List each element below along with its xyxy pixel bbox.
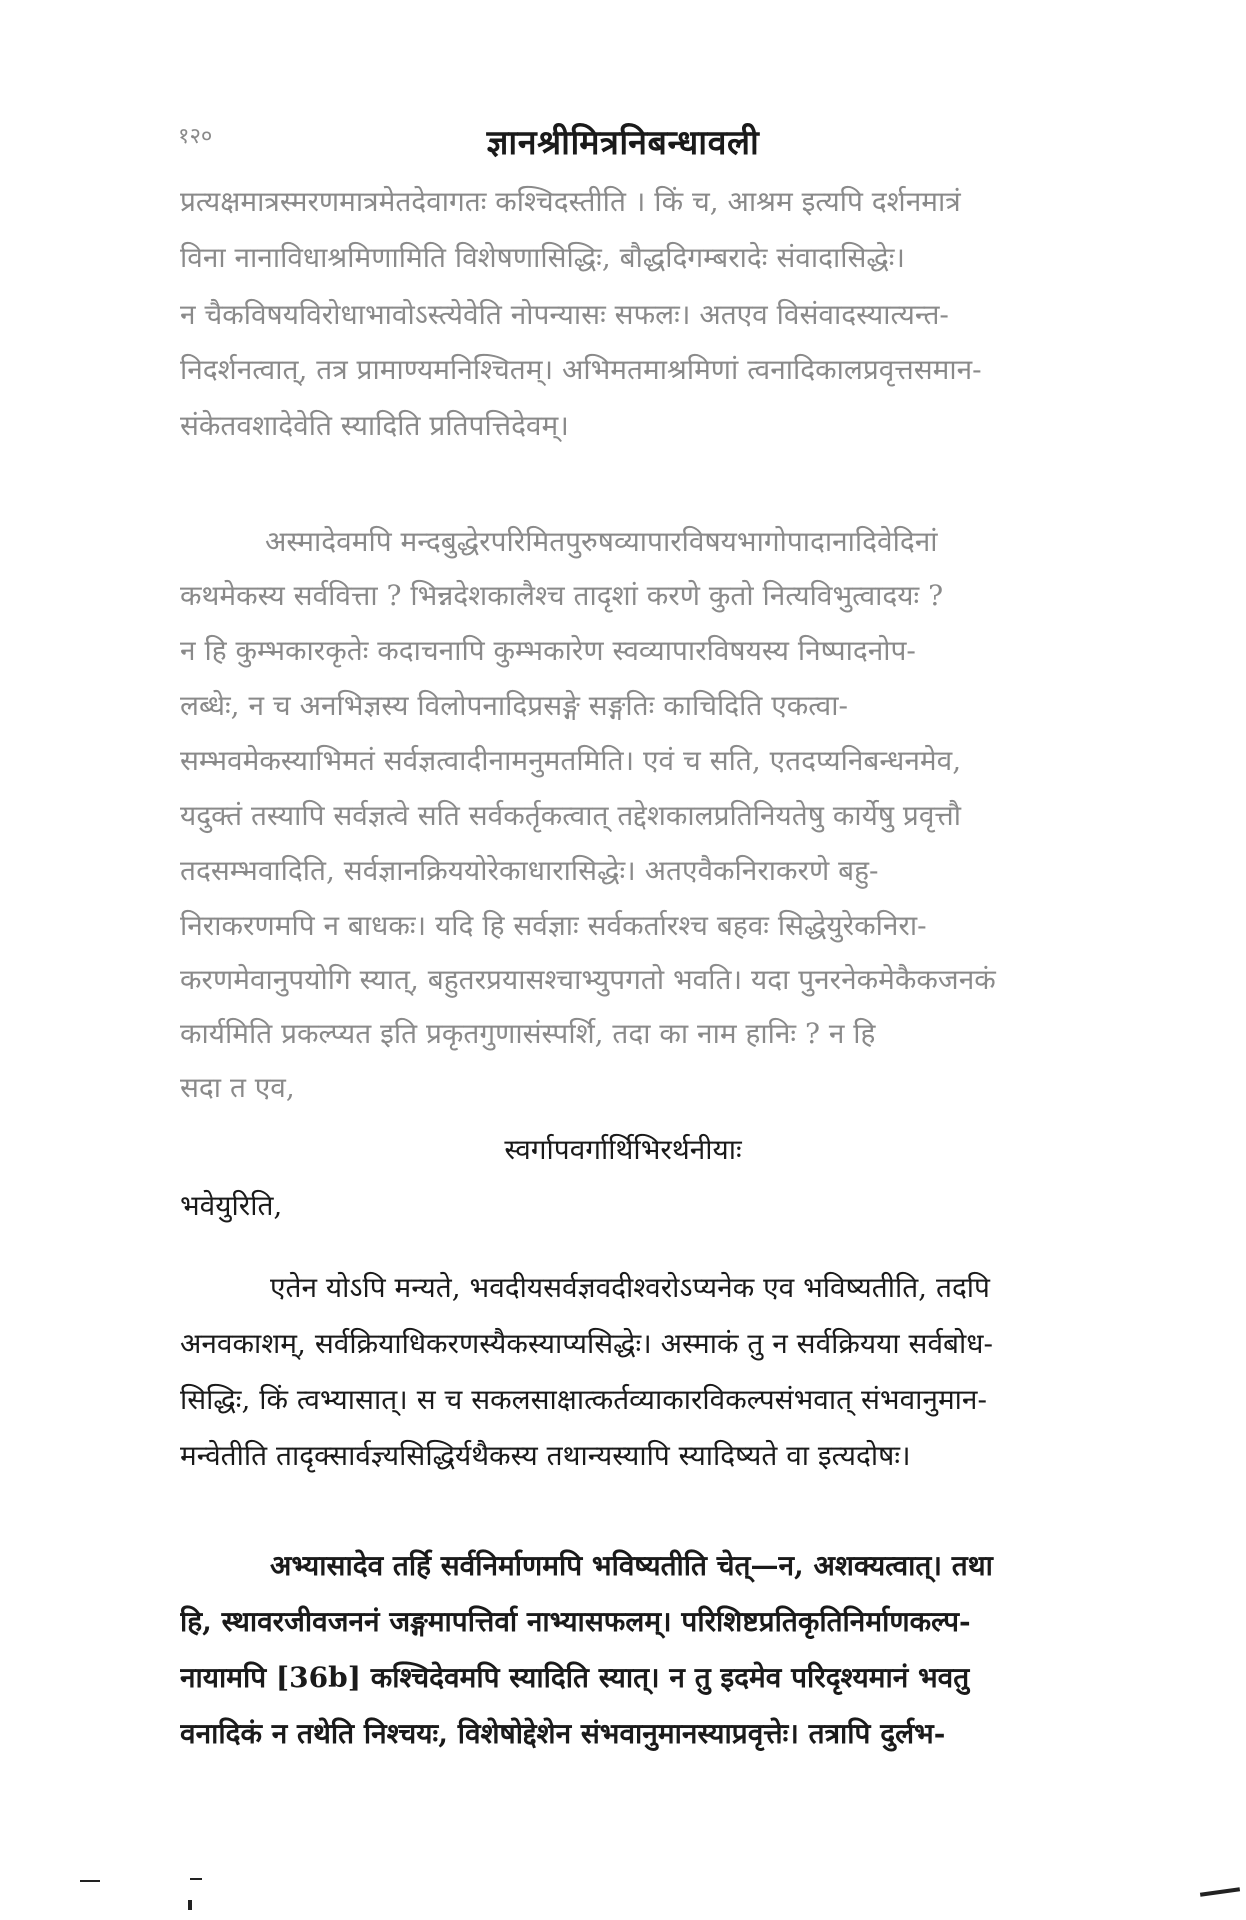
verse-line: स्वर्गापवर्गार्थिभिरर्थनीयाः xyxy=(504,1133,742,1166)
paragraph-1-line: प्रत्यक्षमात्रस्मरणमात्रमेतदेवागतः कश्चिदस्तीति । किं च, आश्रम इत्यपि दर्शनमात्रं xyxy=(180,185,961,218)
scan-artifact xyxy=(188,1900,192,1910)
paragraph-2-line: तदसम्भवादिति, सर्वज्ञानक्रिययोरेकाधारासिद्धेः। अतएवैकनिराकरणे बहु- xyxy=(180,854,879,887)
verse-continuation: भवेयुरिति, xyxy=(180,1189,283,1222)
page-number: १२० xyxy=(178,124,213,149)
paragraph-1-line: विना नानाविधाश्रमिणामिति विशेषणासिद्धिः, बौद्धदिगम्बरादेः संवादासिद्धेः। xyxy=(180,241,906,274)
paragraph-2-line: सम्भवमेकस्याभिमतं सर्वज्ञत्वादीनामनुमतमिति। एवं च सति, एतदप्यनिबन्धनमेव, xyxy=(180,744,962,777)
paragraph-2-line: सदा त एव, xyxy=(180,1071,295,1104)
paragraph-4-line: नायामपि [36b] कश्चिदेवमपि स्यादिति स्यात्। न तु इदमेव परिदृश्यमानं भवतु xyxy=(180,1661,970,1694)
paragraph-4-line: हि, स्थावरजीवजननं जङ्गमापत्तिर्वा नाभ्यासफलम्। परिशिष्टप्रतिकृतिनिर्माणकल्प- xyxy=(180,1605,971,1638)
paragraph-3-line: अनवकाशम्, सर्वक्रियाधिकरणस्यैकस्याप्यसिद्धेः। अस्माकं तु न सर्वक्रियया सर्वबोध- xyxy=(180,1327,993,1360)
paragraph-2-line: कथमेकस्य सर्ववित्ता ? भिन्नदेशकालैश्च तादृशां करणे कुतो नित्यविभुत्वादयः ? xyxy=(180,579,944,612)
paragraph-1-line: संकेतवशादेवेति स्यादिति प्रतिपत्तिदेवम्। xyxy=(180,409,569,442)
paragraph-3-line: एतेन योऽपि मन्यते, भवदीयसर्वज्ञवदीश्वरोऽप्यनेक एव भविष्यतीति, तदपि xyxy=(270,1271,990,1304)
paragraph-1-line: न चैकविषयविरोधाभावोऽस्त्येवेति नोपन्यासः सफलः। अतएव विसंवादस्यात्यन्त- xyxy=(180,298,949,331)
paragraph-2-line: यदुक्तं तस्यापि सर्वज्ञत्वे सति सर्वकर्तृकत्वात् तद्देशकालप्रतिनियतेषु कार्येषु प्रवृत्तौ xyxy=(180,799,962,832)
paragraph-2-line: अस्मादेवमपि मन्दबुद्धेरपरिमितपुरुषव्यापारविषयभागोपादानादिवेदिनां xyxy=(265,525,938,558)
paragraph-3-line: मन्वेतीति तादृक्सार्वज्ञ्यसिद्धिर्यथैकस्य तथान्यस्यापि स्यादिष्यते वा इत्यदोषः। xyxy=(180,1439,911,1472)
paragraph-2-line: करणमेवानुपयोगि स्यात्, बहुतरप्रयासश्चाभ्युपगतो भवति। यदा पुनरनेकमेकैकजनकं xyxy=(180,963,996,996)
paragraph-2-line: निराकरणमपि न बाधकः। यदि हि सर्वज्ञाः सर्वकर्तारश्च बहवः सिद्धेयुरेकनिरा- xyxy=(180,909,927,942)
paragraph-4-line: अभ्यासादेव तर्हि सर्वनिर्माणमपि भविष्यतीति चेत्—न, अशक्यत्वात्। तथा xyxy=(270,1549,993,1582)
paragraph-2-line: कार्यमिति प्रकल्प्यत इति प्रकृतगुणासंस्पर्शि, तदा का नाम हानिः ? न हि xyxy=(180,1017,876,1050)
scan-artifact xyxy=(80,1880,100,1882)
paragraph-2-line: न हि कुम्भकारकृतेः कदाचनापि कुम्भकारेण स्वव्यापारविषयस्य निष्पादनोप- xyxy=(180,634,916,667)
running-title: ज्ञानश्रीमित्रनिबन्धावली xyxy=(486,123,760,163)
paragraph-3-line: सिद्धिः, किं त्वभ्यासात्। स च सकलसाक्षात्कर्तव्याकारविकल्पसंभवात् संभवानुमान- xyxy=(180,1383,987,1416)
scan-artifact xyxy=(1200,1887,1240,1897)
scan-artifact xyxy=(190,1878,202,1880)
paragraph-4-line: वनादिकं न तथेति निश्चयः, विशेषोद्देशेन संभवानुमानस्याप्रवृत्तेः। तत्रापि दुर्लभ- xyxy=(180,1717,946,1750)
paragraph-2-line: लब्धेः, न च अनभिज्ञस्य विलोपनादिप्रसङ्गे सङ्गतिः काचिदिति एकत्वा- xyxy=(180,689,848,722)
paragraph-1-line: निदर्शनत्वात्, तत्र प्रामाण्यमनिश्चितम्। अभिमतमाश्रमिणां त्वनादिकालप्रवृत्तसमान- xyxy=(180,353,982,386)
